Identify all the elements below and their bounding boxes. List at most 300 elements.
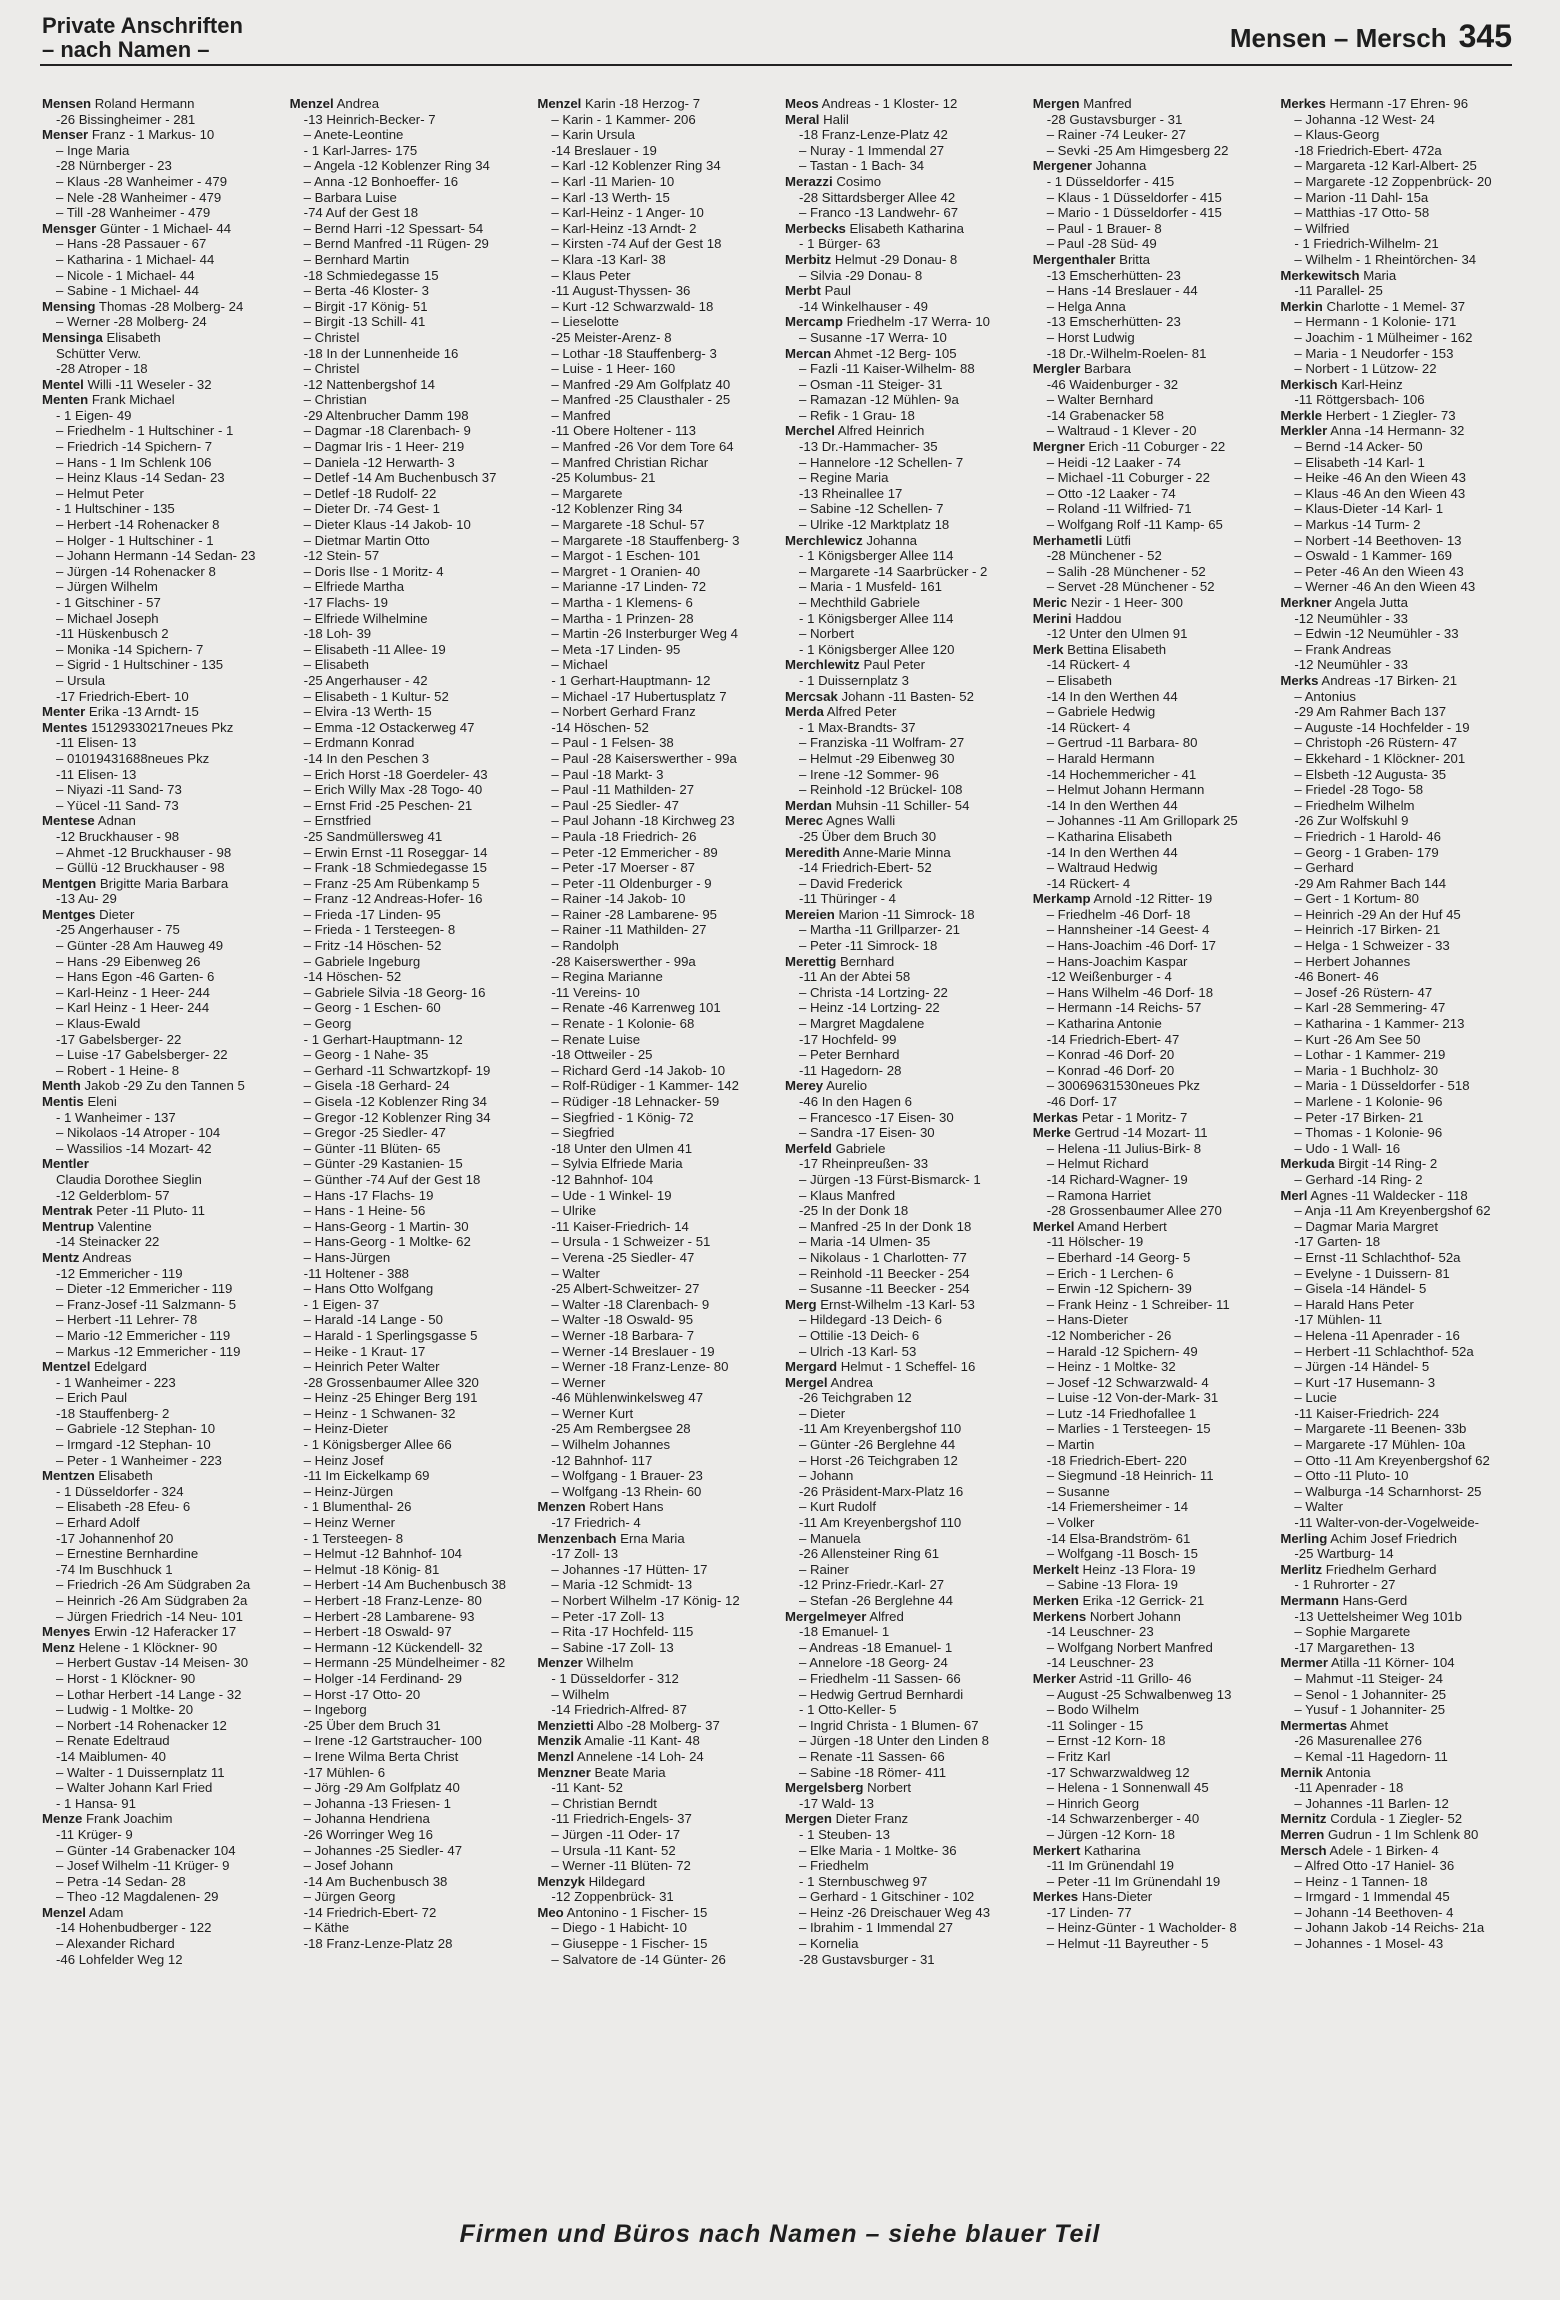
- entry-text: -18 Franz-Lenze-Platz 28: [303, 1936, 453, 1952]
- directory-entry: [1280, 845, 1518, 861]
- surname: Mentese: [42, 813, 95, 829]
- page-title: [1230, 18, 1512, 55]
- directory-entry: [537, 1453, 775, 1469]
- directory-entry: [1033, 1234, 1271, 1250]
- entry-text: – Günter -29 Kastanien- 15: [303, 1156, 463, 1172]
- entry-text: – Herbert -18 Oswald- 97: [303, 1624, 452, 1640]
- entry-text: – Hannelore -12 Schellen- 7: [799, 454, 964, 470]
- directory-entry: [290, 1655, 528, 1671]
- entry-text: – Walburga -14 Scharnhorst- 25: [1294, 1483, 1482, 1499]
- entry-text: – Hans-Jürgen: [303, 1249, 391, 1265]
- directory-entry: [537, 486, 775, 502]
- surname: Mensinga: [42, 329, 103, 345]
- entry-text: – Gabriele Silvia -18 Georg- 16: [303, 984, 486, 1000]
- entry-text: – Margareta -12 Karl-Albert- 25: [1294, 158, 1477, 174]
- surname: Meric: [1032, 595, 1068, 610]
- directory-entry: [785, 845, 1023, 861]
- entry-text: Anna -14 Hermann- 32: [1330, 423, 1465, 439]
- directory-entry: [42, 673, 280, 689]
- entry-text: – Heinrich -29 An der Huf 45: [1294, 906, 1461, 922]
- entry-text: Willi -11 Weseler - 32: [87, 376, 212, 392]
- entry-text: - 1 Hansa- 91: [56, 1795, 136, 1811]
- directory-entry: [1280, 470, 1518, 486]
- entry-text: Helmut -29 Donau- 8: [834, 251, 958, 267]
- entry-text: – Werner -46 An den Wieen 43: [1294, 579, 1476, 595]
- surname: Meral: [785, 111, 820, 127]
- entry-text: – Ursula: [56, 672, 106, 688]
- directory-entry: [290, 829, 528, 845]
- directory-entry: [1033, 969, 1271, 985]
- entry-text: – Joachim - 1 Mülheimer - 162: [1294, 329, 1473, 345]
- directory-entry: [537, 1780, 775, 1796]
- entry-text: Frank Joachim: [85, 1811, 173, 1827]
- entry-text: – August -25 Schwalbenweg 13: [1046, 1686, 1232, 1702]
- entry-text: – Franz -25 Am Rübenkamp 5: [303, 875, 480, 891]
- directory-entry: [290, 860, 528, 876]
- surname: Mergener: [1032, 158, 1093, 174]
- directory-entry: [1033, 299, 1271, 315]
- directory-entry: [42, 408, 280, 424]
- directory-entry: [1280, 423, 1518, 439]
- directory-entry: [290, 1063, 528, 1079]
- directory-entry: [1033, 1250, 1271, 1266]
- listing-column-3: [537, 96, 775, 2191]
- entry-text: – Helena - 1 Sonnenwall 45: [1046, 1780, 1209, 1796]
- directory-entry: [785, 1344, 1023, 1360]
- entry-text: – Helmut Johann Hermann: [1046, 782, 1205, 798]
- surname: Merken: [1032, 1593, 1079, 1608]
- directory-entry: [785, 1421, 1023, 1437]
- entry-text: – Klaus - 1 Düsseldorfer - 415: [1046, 189, 1222, 205]
- directory-entry: [537, 611, 775, 627]
- directory-entry: [537, 96, 775, 112]
- entry-text: – Susanne -17 Werra- 10: [799, 329, 947, 345]
- entry-text: – Klaus-Ewald: [56, 1016, 141, 1032]
- entry-text: – Stefan -26 Berglehne 44: [799, 1593, 953, 1608]
- directory-entry: [1033, 579, 1271, 595]
- entry-text: – Hans-Joachim -46 Dorf- 17: [1046, 938, 1216, 954]
- entry-text: – Ulrike: [551, 1203, 597, 1219]
- entry-text: – Christa -14 Lortzing- 22: [799, 984, 948, 1000]
- directory-entry: [42, 1094, 280, 1110]
- entry-text: – Heinrich Peter Walter: [303, 1359, 440, 1375]
- surname: Merkes: [1032, 1889, 1079, 1905]
- directory-entry: [290, 143, 528, 159]
- entry-text: – Renate Edeltraud: [56, 1733, 170, 1749]
- listing-columns: [42, 96, 1518, 2191]
- entry-text: – Irene -12 Gartstraucher- 100: [303, 1733, 482, 1749]
- entry-text: – Frieda -17 Linden- 95: [303, 906, 441, 922]
- surname: Mensger: [42, 220, 97, 236]
- entry-text: Antonia: [1325, 1764, 1371, 1780]
- directory-entry: [1280, 1250, 1518, 1266]
- directory-entry: [537, 1811, 775, 1827]
- entry-text: -12 Bahnhof- 117: [551, 1452, 653, 1468]
- entry-text: – Gabriele -12 Stephan- 10: [56, 1421, 216, 1437]
- entry-text: Edelgard: [94, 1359, 147, 1375]
- directory-entry: [1280, 1000, 1518, 1016]
- entry-text: -12 Unter den Ulmen 91: [1046, 626, 1188, 642]
- entry-text: Valentine: [97, 1218, 152, 1234]
- entry-text: -29 Am Rahmer Bach 137: [1294, 704, 1447, 720]
- entry-text: – Helena -11 Julius-Birk- 8: [1046, 1140, 1202, 1156]
- entry-text: Agnes -11 Waldecker - 118: [1310, 1187, 1468, 1203]
- entry-text: Britta: [1119, 251, 1150, 267]
- entry-text: Dieter Franz: [835, 1811, 909, 1827]
- entry-text: – Irene -12 Sommer- 96: [799, 766, 940, 782]
- surname: Merchlewitz: [785, 657, 860, 673]
- directory-entry: [1033, 673, 1271, 689]
- directory-entry: [537, 455, 775, 471]
- directory-entry: [42, 735, 280, 751]
- entry-text: Wilhelm: [586, 1655, 634, 1671]
- directory-entry: [785, 1749, 1023, 1765]
- entry-text: Hildegard: [588, 1873, 646, 1889]
- directory-entry: [537, 501, 775, 517]
- entry-text: – Bernd Manfred -11 Rügen- 29: [303, 236, 489, 252]
- entry-text: – 01019431688neues Pkz: [56, 750, 210, 766]
- directory-entry: [290, 1531, 528, 1547]
- entry-text: Adnan: [97, 813, 136, 829]
- entry-text: Andrea: [830, 1374, 873, 1390]
- directory-entry: [1033, 1047, 1271, 1063]
- directory-entry: [290, 689, 528, 705]
- entry-text: – Franz-Josef -11 Salzmann- 5: [56, 1296, 237, 1312]
- directory-entry: [1280, 1936, 1518, 1952]
- directory-entry: [1033, 1203, 1271, 1219]
- directory-entry: [785, 221, 1023, 237]
- directory-entry: [42, 1172, 280, 1188]
- directory-entry: [537, 767, 775, 783]
- directory-entry: [1280, 1390, 1518, 1406]
- entry-text: -12 Nattenbergshof 14: [303, 376, 435, 392]
- directory-entry: [42, 922, 280, 938]
- entry-text: – Jürgen Georg: [303, 1889, 396, 1905]
- entry-text: – Manfred: [551, 407, 611, 423]
- directory-entry: [537, 377, 775, 393]
- directory-entry: [1033, 158, 1271, 174]
- directory-entry: [290, 1234, 528, 1250]
- directory-entry: [785, 1281, 1023, 1297]
- entry-text: – Maria - 1 Buchholz- 30: [1294, 1062, 1439, 1078]
- entry-text: – Werner -28 Molberg- 24: [56, 314, 207, 330]
- directory-entry: [1033, 548, 1271, 564]
- entry-text: Adam: [88, 1904, 124, 1920]
- directory-entry: [1280, 1905, 1518, 1921]
- entry-text: – Peter -11 Im Grünendahl 19: [1046, 1873, 1221, 1889]
- directory-entry: [1280, 486, 1518, 502]
- entry-text: – Dagmar Maria Margret: [1294, 1218, 1438, 1234]
- directory-entry: [785, 1952, 1023, 1968]
- entry-text: – Mario -12 Emmericher - 119: [56, 1327, 231, 1343]
- directory-entry: [785, 1219, 1023, 1235]
- directory-entry: [785, 1827, 1023, 1843]
- directory-entry: [290, 1640, 528, 1656]
- directory-entry: [290, 1874, 528, 1890]
- directory-entry: [42, 1858, 280, 1874]
- entry-text: – Gabriele Hedwig: [1046, 704, 1156, 720]
- directory-entry: [1033, 1219, 1271, 1235]
- entry-text: – Friedhelm -11 Sassen- 66: [799, 1670, 961, 1686]
- directory-entry: [1033, 1016, 1271, 1032]
- entry-text: Angela Jutta: [1334, 595, 1408, 610]
- entry-text: Andrea: [336, 96, 380, 111]
- entry-text: -11 Apenrader - 18: [1294, 1780, 1404, 1796]
- entry-text: -12 Neumühler - 33: [1294, 610, 1408, 626]
- directory-entry: [1280, 455, 1518, 471]
- directory-entry: [42, 876, 280, 892]
- surname: Menz: [42, 1639, 75, 1655]
- entry-text: Muhsin -11 Schiller- 54: [835, 797, 970, 813]
- directory-entry: [42, 517, 280, 533]
- entry-text: – Margret - 1 Oranien- 40: [551, 563, 701, 579]
- directory-entry: [42, 1141, 280, 1157]
- entry-text: – Erich Horst -18 Goerdeler- 43: [303, 766, 488, 782]
- entry-text: -28 Grossenbaumer Allee 270: [1046, 1203, 1222, 1219]
- directory-entry: [1033, 735, 1271, 751]
- entry-text: -46 Waidenburger - 32: [1046, 376, 1179, 392]
- directory-entry: [1280, 1156, 1518, 1172]
- directory-entry: [290, 548, 528, 564]
- entry-text: – Berta -46 Kloster- 3: [303, 283, 430, 299]
- entry-text: -14 Hochemmericher - 41: [1046, 766, 1197, 782]
- directory-entry: [1280, 1437, 1518, 1453]
- surname: Mergard: [785, 1359, 838, 1375]
- directory-entry: [1280, 813, 1518, 829]
- directory-entry: [290, 1297, 528, 1313]
- directory-entry: [1033, 268, 1271, 284]
- entry-text: -18 Friedrich-Ebert- 220: [1046, 1452, 1187, 1468]
- entry-text: – Georg - 1 Nahe- 35: [303, 1047, 429, 1063]
- directory-entry: [537, 1874, 775, 1890]
- entry-text: – Gisela -12 Koblenzer Ring 34: [303, 1094, 487, 1109]
- entry-text: – Heike - 1 Kraut- 17: [303, 1343, 426, 1359]
- entry-text: – Jürgen -18 Unter den Linden 8: [799, 1733, 989, 1749]
- entry-text: – Manfred Christian Richar: [551, 454, 709, 470]
- directory-entry: [537, 1094, 775, 1110]
- entry-text: – Werner -11 Blüten- 72: [551, 1858, 691, 1874]
- entry-text: -18 Franz-Lenze-Platz 42: [799, 127, 948, 143]
- surname: Mernitz: [1280, 1811, 1327, 1827]
- directory-entry: [785, 1375, 1023, 1391]
- entry-text: Hans-Dieter: [1081, 1889, 1153, 1905]
- entry-text: – Rainer -74 Leuker- 27: [1046, 127, 1186, 143]
- directory-entry: [1033, 1453, 1271, 1469]
- directory-entry: [1280, 1234, 1518, 1250]
- entry-text: – Ludwig - 1 Moltke- 20: [56, 1702, 194, 1718]
- entry-text: – Markus -14 Turm- 2: [1294, 517, 1421, 533]
- directory-entry: [42, 439, 280, 455]
- directory-entry: [1280, 1188, 1518, 1204]
- entry-text: – Marlene - 1 Kolonie- 96: [1294, 1094, 1443, 1109]
- directory-entry: [290, 1765, 528, 1781]
- entry-text: – Peter -12 Emmericher - 89: [551, 844, 718, 860]
- directory-entry: [537, 1546, 775, 1562]
- directory-entry: [785, 1000, 1023, 1016]
- entry-text: – Reinhold -12 Brückel- 108: [799, 782, 963, 798]
- directory-entry: [1033, 564, 1271, 580]
- entry-text: Cosimo: [836, 173, 882, 189]
- entry-text: Petar - 1 Moritz- 7: [1081, 1109, 1188, 1125]
- directory-entry: [785, 1312, 1023, 1328]
- directory-entry: [1033, 1811, 1271, 1827]
- directory-entry: [290, 954, 528, 970]
- entry-text: – Birgit -17 König- 51: [303, 298, 428, 314]
- directory-entry: [785, 1468, 1023, 1484]
- entry-text: – Walter - 1 Duissernplatz 11: [56, 1764, 225, 1780]
- directory-entry: [290, 1811, 528, 1827]
- directory-entry: [537, 876, 775, 892]
- entry-text: – Christoph -26 Rüstern- 47: [1294, 735, 1458, 751]
- directory-entry: [290, 845, 528, 861]
- entry-text: – Paul Johann -18 Kirchweg 23: [551, 813, 735, 829]
- directory-entry: [785, 1858, 1023, 1874]
- directory-entry: [1280, 1671, 1518, 1687]
- directory-entry: [785, 626, 1023, 642]
- directory-entry: [785, 782, 1023, 798]
- entry-text: Norbert Johann: [1089, 1608, 1181, 1624]
- directory-entry: [1280, 205, 1518, 221]
- entry-text: -14 In den Peschen 3: [303, 750, 430, 766]
- entry-text: Amand Herbert: [1077, 1218, 1167, 1234]
- entry-text: -14 Höschen- 52: [303, 969, 402, 985]
- entry-text: – Ulrich -13 Karl- 53: [799, 1343, 917, 1359]
- surname: Menzel: [537, 96, 582, 111]
- directory-entry: [785, 673, 1023, 689]
- directory-entry: [290, 283, 528, 299]
- entry-text: – Georg: [303, 1016, 352, 1032]
- directory-entry: [290, 455, 528, 471]
- directory-entry: [1033, 657, 1271, 673]
- entry-text: – Manfred -25 Clausthaler - 25: [551, 392, 731, 408]
- directory-entry: [1033, 1843, 1271, 1859]
- directory-entry: [42, 1328, 280, 1344]
- entry-text: – Sigrid - 1 Hultschiner - 135: [56, 657, 224, 673]
- entry-text: – Heinz -25 Ehinger Berg 191: [303, 1390, 478, 1406]
- surname: Menth: [42, 1078, 81, 1094]
- entry-text: – Hans -17 Flachs- 19: [303, 1187, 434, 1203]
- entry-text: – Michael -11 Coburger - 22: [1046, 470, 1210, 486]
- entry-text: -12 Prinz-Friedr.-Karl- 27: [799, 1577, 945, 1593]
- entry-text: – Werner: [551, 1374, 606, 1390]
- directory-entry: [1280, 1063, 1518, 1079]
- directory-entry: [42, 1078, 280, 1094]
- listing-column-6: [1280, 96, 1518, 2191]
- directory-entry: [290, 377, 528, 393]
- entry-text: – Heinz-Dieter: [303, 1421, 388, 1437]
- entry-text: – Friedrich -26 Am Südgraben 2a: [56, 1577, 251, 1593]
- entry-text: – Paula -18 Friedrich- 26: [551, 828, 697, 844]
- entry-text: – Ernstfried: [303, 813, 372, 829]
- entry-text: – Rainer: [799, 1561, 849, 1577]
- entry-text: -12 Neumühler - 33: [1294, 657, 1408, 673]
- directory-entry: [537, 954, 775, 970]
- directory-entry: [1033, 1593, 1271, 1609]
- directory-entry: [537, 1250, 775, 1266]
- entry-text: – Hans-Joachim Kaspar: [1046, 953, 1188, 969]
- surname: Menzyk: [537, 1873, 585, 1889]
- directory-entry: [42, 1125, 280, 1141]
- directory-entry: [1033, 1078, 1271, 1094]
- directory-entry: [1033, 954, 1271, 970]
- entry-text: -11 An der Abtei 58: [799, 969, 911, 985]
- entry-text: – Friedhelm: [799, 1858, 869, 1874]
- directory-entry: [42, 891, 280, 907]
- directory-entry: [1033, 876, 1271, 892]
- entry-text: -11 Röttgersbach- 106: [1294, 392, 1425, 408]
- directory-entry: [290, 1843, 528, 1859]
- directory-entry: [1033, 1920, 1271, 1936]
- directory-entry: [42, 1188, 280, 1204]
- directory-entry: [1280, 1749, 1518, 1765]
- entry-text: Alfred: [869, 1608, 904, 1624]
- entry-text: -17 Linden- 77: [1046, 1904, 1132, 1920]
- directory-entry: [42, 657, 280, 673]
- directory-entry: [1033, 1655, 1271, 1671]
- directory-entry: [42, 1889, 280, 1905]
- entry-text: Atilla -11 Körner- 104: [1330, 1655, 1455, 1671]
- directory-entry: [42, 112, 280, 128]
- directory-entry: [42, 1671, 280, 1687]
- directory-entry: [1280, 798, 1518, 814]
- entry-text: – Maria - 1 Düsseldorfer - 518: [1294, 1078, 1470, 1094]
- directory-entry: [290, 314, 528, 330]
- directory-entry: [1280, 595, 1518, 611]
- directory-entry: [42, 689, 280, 705]
- directory-entry: [42, 377, 280, 393]
- entry-text: - 1 Königsberger Allee 120: [799, 641, 955, 657]
- directory-entry: [290, 876, 528, 892]
- entry-text: – Herbert -11 Schlachthof- 52a: [1294, 1343, 1474, 1359]
- entry-text: – Horst -26 Teichgraben 12: [799, 1452, 958, 1468]
- entry-text: – Hermann -12 Kückendell- 32: [303, 1639, 483, 1655]
- directory-entry: [537, 1125, 775, 1141]
- entry-text: – Hans Otto Wolfgang: [303, 1281, 434, 1297]
- directory-entry: [1280, 158, 1518, 174]
- entry-text: - 1 Düsseldorfer - 324: [56, 1483, 184, 1499]
- entry-text: – Günter -11 Blüten- 65: [303, 1140, 441, 1156]
- surname: Merdan: [785, 797, 832, 813]
- surname: Merkel: [1032, 1218, 1075, 1234]
- entry-text: – Harald -12 Spichern- 49: [1046, 1343, 1198, 1359]
- entry-text: – Ramona Harriet: [1046, 1187, 1151, 1203]
- surname: Mercsak: [785, 688, 838, 704]
- directory-entry: [785, 1640, 1023, 1656]
- directory-entry: [42, 1843, 280, 1859]
- surname: Merk: [1032, 641, 1064, 657]
- directory-entry: [290, 704, 528, 720]
- directory-entry: [290, 1546, 528, 1562]
- directory-entry: [290, 595, 528, 611]
- directory-entry: [537, 439, 775, 455]
- entry-text: – Marianne -17 Linden- 72: [551, 579, 707, 595]
- entry-text: – Herbert -14 Rohenacker 8: [56, 517, 220, 533]
- entry-text: -26 Zur Wolfskuhl 9: [1294, 813, 1409, 829]
- entry-text: – Otto -11 Pluto- 10: [1294, 1468, 1409, 1484]
- directory-entry: [42, 642, 280, 658]
- directory-entry: [42, 782, 280, 798]
- directory-entry: [42, 1000, 280, 1016]
- directory-entry: [785, 1936, 1023, 1952]
- entry-text: Franz - 1 Markus- 10: [91, 127, 215, 143]
- entry-text: – Erich - 1 Lerchen- 6: [1046, 1265, 1174, 1281]
- directory-entry: [785, 751, 1023, 767]
- directory-entry: [1280, 1796, 1518, 1812]
- entry-text: Barbara: [1084, 361, 1131, 377]
- surname: Mergenthaler: [1032, 251, 1116, 267]
- entry-text: – Volker: [1046, 1515, 1095, 1531]
- directory-entry: [290, 1047, 528, 1063]
